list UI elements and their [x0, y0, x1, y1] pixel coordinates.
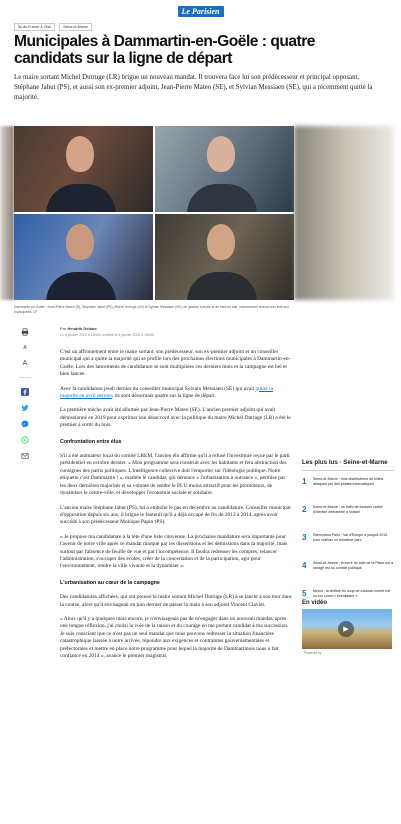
candidate-photo-3 [14, 214, 153, 300]
most-read-link[interactable]: Seine-et-Marne : un trafic de fausses cartes d'identité démantelé à Noisiel [313, 505, 383, 514]
most-read-item[interactable] [302, 533, 394, 555]
article-paragraph: L'ancien maire Stéphane Jabut (PS), lui a emboîté le pas en décembre au candidature. Conseiller municipal d'opposition depuis six ans, il brigue le fauteuil qu'il a déjà occupé de fin de 2012 à 2014, après avoir succédé à son prédécesseur Monique Papin (PS). [60, 504, 291, 526]
share-toolbar [16, 326, 34, 466]
page-title: Municipales à Dammartin-en-Goële : quatre candidats sur la ligne de départ [14, 33, 315, 67]
article-body [60, 349, 292, 667]
most-read-link[interactable]: Seine-et-Marne : la serre du café de la Place est a ravagé est au comble politique [313, 561, 394, 570]
photo-blur-left [0, 126, 14, 300]
rank-number: 1 [302, 477, 307, 486]
publish-date: Le 8 janvier 2020 à 18h49, modifié le 8 janvier 2020 à 18h56 [60, 333, 154, 337]
byline-prefix: Par [60, 326, 67, 331]
most-read-item[interactable] [302, 561, 394, 583]
video-section-title: En vidéo [302, 600, 328, 606]
section-heading: L'urbanisation au cœur de la campagne [60, 579, 160, 586]
candidate-photo-2 [155, 126, 294, 212]
article-paragraph: « Alors qu'il y a quelques mois encore, je n'envisageais pas de m'engager dans un nouveau mandat, après une longue réflexion, j'ai choisi la voie de la raison et du courage en me portant candidat à ma succession. Je suis conscient que ce n'est pas un seul mandat que nous pouvons redresser la situation financière catastrophique laissée à notre arrivée, répondre aux exigences et contraintes gouvernementales et préfectorales et mettre en place notre programme pour lequel la majorité de Dammartinois nous a fait confiance en 2014 », avance le premier magistrat. [60, 615, 289, 659]
candidate-photo-1 [14, 126, 153, 212]
article-paragraph: C'est un affrontement entre le maire sortant, son prédécesseur, son ex-premier adjoint et un conseiller municipal qui a quitté la majorité qui se profile lors des prochaines élections municipales à Dammartin-en-Goële. Lors des lancements de candidature se sont multipliées ces derniers mois et la campagne est bel et bien lancée. [60, 349, 291, 378]
print-icon[interactable] [18, 326, 32, 337]
video-player[interactable] [302, 609, 392, 649]
twitter-icon[interactable] [18, 402, 32, 413]
paragraph-text: Avec la candidature jeudi dernier du conseiller municipal Sylvain Messiaen (SE) qui avait [60, 385, 256, 392]
rank-number: 5 [302, 589, 307, 598]
most-read-item[interactable] [302, 477, 394, 499]
photo-caption: Dammartin-en-Goële : Jean-Pierre Mateo (R), Stéphane Jabut (PS), Michel Dutruge (LR) et Sylvian Messiaen (SE), de gauche à droite et de haut en bas, commencent chacun leur liste aux municipales. LP [14, 305, 289, 314]
photo-blur-right [294, 126, 394, 300]
whatsapp-icon[interactable] [18, 434, 32, 445]
author-byline [60, 326, 97, 331]
inline-link[interactable]: quitté la majorité en avril dernier [60, 385, 274, 400]
facebook-icon[interactable] [18, 386, 32, 397]
sidebar-title: Les plus lus · Seine-et-Marne [302, 459, 394, 471]
article-paragraph: La première mèche avait été allumée par Jean-Pierre Mateo (SE). L'ancien premier adjoint qui avait démissionné en 2019 pour exprimer son désaccord avec la politique du maire Michel Dutruge (LR) a été le premier à sortir du bois. [60, 407, 291, 429]
article-paragraph: Des candidatures affichées, qui ont poussé le maire sortant Michel Dutruge (LR) à se lancer à son tour dans la course, alors qu'il envisageait en juin dernier de passer la main à son adjoint Vincent Claviet. [60, 594, 292, 608]
rank-number: 4 [302, 561, 307, 570]
breadcrumb-tags [14, 23, 92, 31]
video-powered-by: Powered by [304, 651, 322, 655]
most-read-item[interactable] [302, 505, 394, 527]
paragraph-text: , ils sont désormais quatre sur la ligne de départ. [112, 393, 217, 400]
font-increase-icon[interactable]: A [22, 360, 28, 367]
email-icon[interactable] [18, 450, 32, 461]
tag-department[interactable]: Seine-et-Marne [59, 23, 92, 31]
candidate-photo-4 [155, 214, 294, 300]
site-header [0, 0, 401, 22]
font-decrease-icon[interactable]: A [23, 344, 27, 351]
most-read-link[interactable]: Seine-et-Marne : trois distributeurs de billets attaqués par des pirates informatiques [313, 477, 384, 486]
site-logo[interactable]: Le Parisien [178, 6, 224, 17]
article-paragraph: S'il a été animateur local du comité LREM, l'ancien élu affirme qu'il a refusé l'investiture reçue par le parti présidentiel en octobre dernier. « Mon programme sera construit avec les habitants et fera abstraction des consignes des partis politiques. L'intelligence collective doit l'emporter sur l'idéologie politique. Notre étiquette c'est Dammartin ! », martèle le candidat, qui dénonce « l'urbanisation à outrance », permise par les deux dernières majorités et sa volonté de rendre le PLU moins attractif pour les promoteurs, de dynamiser le centre-ville, et développer l'économie sociale et solidaire. [60, 453, 290, 497]
rank-number: 2 [302, 505, 307, 514]
article-paragraph [60, 386, 292, 401]
tag-region[interactable]: Île-de-France & Oise [14, 23, 55, 31]
most-read-link[interactable]: Disneyland Paris : Val d'Europe à jusqu'à 2016 pour réaliser un troisième parc [313, 533, 388, 542]
article-paragraph: « Je propose ma candidature à la tête d'une liste citoyenne. La prochaine mandature sera importante pour l'avenir de notre ville après ce mandat marqué par les dissensions et les démissions dans la majorité, mais surtout par l'absence de feuille de vue et par l'incompétence. Il faudra redresser les comptes, relancer l'administration, s'occuper des écoles, créer de la concertation et de la participation, agir pour l'environnement, rendre la ville vivante et la dynamiser ». [60, 533, 288, 570]
play-icon[interactable]: ▶ [338, 621, 354, 637]
share-divider [19, 377, 31, 378]
article-lead: Le maire sortant Michel Dutruge (LR) brigue un nouveau mandat. Il trouvera face lui son prédécesseur et principal opposant, Stéphane Jabut (PS), et aussi son ex-premier adjoint, Jean-Pierre Mateo (SE), et Sylvian Messiaen (SE), qui a récemment quitté la majorité. [14, 74, 373, 101]
most-read-link[interactable]: Melun : la victime du coup de couteau mortel est un sur cours « exemplaire » [313, 589, 391, 598]
section-heading: Confrontation entre élus [60, 438, 122, 445]
most-read-sidebar [302, 459, 394, 617]
author-name[interactable]: Hendrik Delaire [67, 326, 97, 331]
candidates-photo [14, 126, 294, 300]
rank-number: 3 [302, 533, 307, 542]
messenger-icon[interactable] [18, 418, 32, 429]
